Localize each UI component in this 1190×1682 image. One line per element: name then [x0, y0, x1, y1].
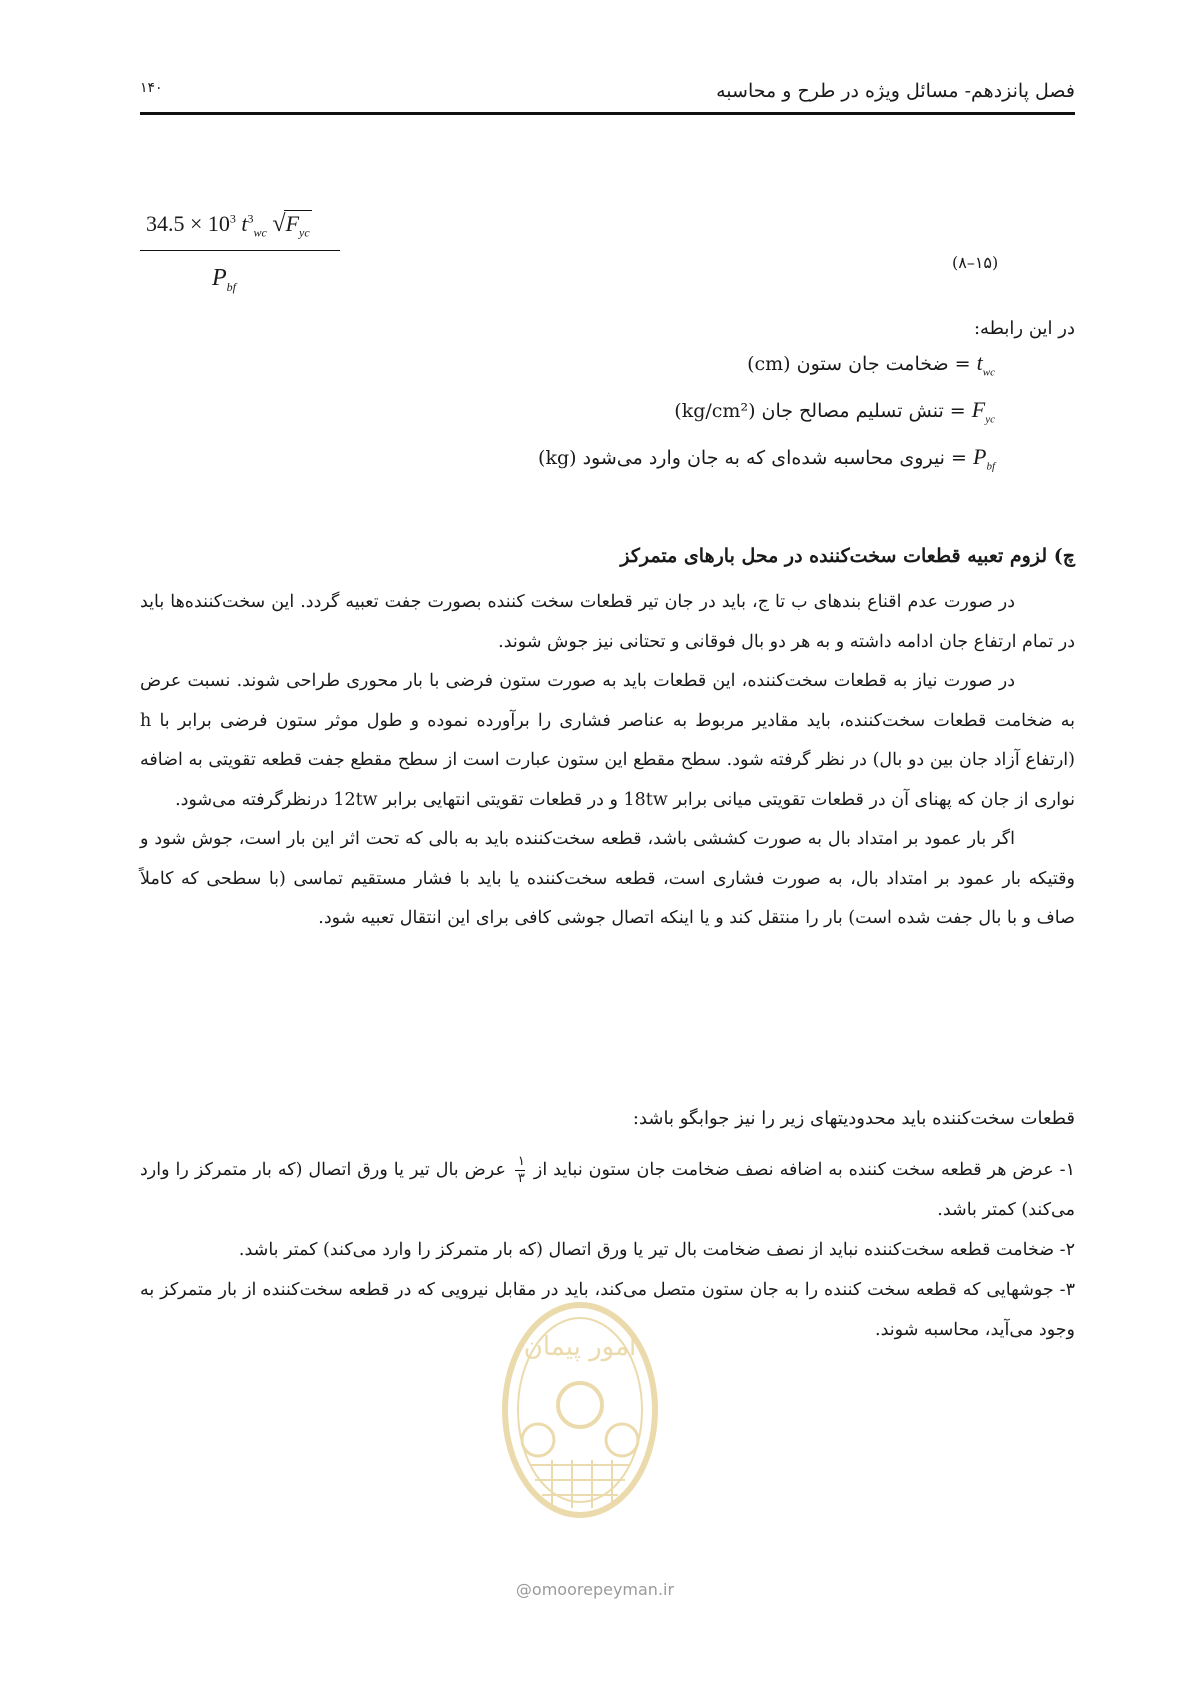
formula-t-subscript: wc [253, 225, 267, 240]
formula-denominator [212, 265, 340, 295]
formula-P-subscript: bf [226, 280, 237, 295]
watermark-logo-text: امور پیمان [523, 1332, 637, 1362]
variable-definition [538, 444, 995, 472]
fraction-bar [140, 250, 340, 251]
variable-description: = نیروی محاسبه شده‌ای که به جان وارد می‌شود (kg) [538, 447, 967, 469]
list-item-text: عرض هر قطعه سخت کننده به اضافه نصف ضخامت جان ستون نباید از [533, 1160, 1054, 1180]
paragraph: اگر بار عمود بر امتداد بال به صورت کششی باشد، قطعه سخت‌کننده باید به بالی که تحت اثر این بار است، جوش شود و وقتیکه بار عمود بر امتداد بال، به صورت فشاری است، قطعه سخت‌کننده یا باید با فشار مستقیم تماسی (با سطحی که کاملاً صاف و با بال جفت شده است) بار را منتقل کند و یا اینکه اتصال جوشی کافی برای این انتقال تعبیه شود. [140, 829, 1075, 928]
formula-F: F [285, 211, 300, 236]
equation-number: (۸–۱۵) [952, 253, 999, 272]
variable-definition [747, 350, 995, 378]
header-divider [140, 112, 1075, 115]
variable-definition [674, 397, 995, 425]
variable-description: = تنش تسلیم مصالح جان (kg/cm²) [674, 400, 966, 422]
formula-numerator [140, 210, 340, 250]
page-number: ۱۴۰ [140, 80, 163, 96]
variable-symbol: $t_{wc}$ [976, 350, 995, 379]
variables-intro: در این رابطه: [973, 318, 1075, 339]
inline-fraction: $\frac{۱}{۳}$ [515, 1155, 525, 1186]
formula-P: P [212, 265, 227, 292]
formula-fraction [140, 210, 340, 295]
formula-exponent: 3 [229, 211, 236, 226]
watermark-site: @omoorepeyman.ir [515, 1580, 675, 1599]
list-item-number: ۱- [1059, 1160, 1075, 1180]
formula-t-exponent: 3 [247, 211, 254, 226]
formula-base: 10 [207, 211, 230, 236]
section-heading: چ) لزوم تعبیه قطعات سخت‌کننده در محل بارهای متمرکز [620, 545, 1075, 567]
list-intro: قطعات سخت‌کننده باید محدودیتهای زیر را نیز جوابگو باشد: [632, 1108, 1075, 1129]
list-item-number: ۳- [1059, 1280, 1075, 1300]
list-item-text: جوشهایی که قطعه سخت کننده را به جان ستون متصل می‌کند، باید در مقابل نیرویی که در قطعه سخت‌کننده از بار متمرکز به وجود می‌آید، محاسبه شوند. [140, 1280, 1075, 1340]
list-item-text: ضخامت قطعه سخت‌کننده نباید از نصف ضخامت بال تیر یا ورق اتصال (که بار متمرکز را وارد می‌کند) کمتر باشد. [238, 1240, 1055, 1260]
variable-symbol: $F_{yc}$ [971, 397, 995, 426]
variable-description: = ضخامت جان ستون (cm) [747, 353, 971, 375]
paragraph: در صورت عدم اقناع بندهای ب تا ج، باید در جان تیر قطعات سخت کننده بصورت جفت تعبیه گردد. این سخت‌کننده‌ها باید در تمام ارتفاع جان ادامه داشته و به هر دو بال فوقانی و تحتانی نیز جوش شوند. [140, 592, 1075, 652]
formula-coefficient: 34.5 [146, 211, 185, 236]
watermark-logo [480, 1300, 680, 1550]
paragraph: در صورت نیاز به قطعات سخت‌کننده، این قطعات باید به صورت ستون فرضی با بار محوری طراحی شوند. نسبت عرض به ضخامت قطعات سخت‌کننده، باید مقادیر مربوط به عناصر فشاری را برآورده نموده و طول موثر ستون فرضی برابر با h (ارتفاع آزاد جان بین دو بال) در نظر گرفته شود. سطح مقطع این ستون عبارت است از سطح مقطع جفت قطعه تقویتی به اضافه نواری از جان که پهنای آن در قطعات تقویتی میانی برابر 18tw و در قطعات تقویتی انتهایی برابر 12tw درنظرگرفته می‌شود. [140, 671, 1075, 810]
chapter-title: فصل پانزدهم- مسائل ویژه در طرح و محاسبه [716, 80, 1075, 102]
formula-sqrt-body [284, 210, 312, 240]
list-item [140, 1150, 1075, 1230]
sqrt-icon: √ [272, 211, 286, 237]
variable-symbol: $P_{bf}$ [972, 444, 995, 473]
formula-F-subscript: yc [299, 225, 310, 240]
list-item [140, 1230, 1075, 1270]
list-item-text: عرض بال تیر یا ورق اتصال (که بار متمرکز را وارد می‌کند) کمتر باشد. [140, 1160, 1075, 1220]
formula-times: × [190, 211, 203, 236]
formula-t: t [241, 211, 248, 236]
list-item-number: ۲- [1059, 1240, 1075, 1260]
body-text [140, 583, 1075, 939]
